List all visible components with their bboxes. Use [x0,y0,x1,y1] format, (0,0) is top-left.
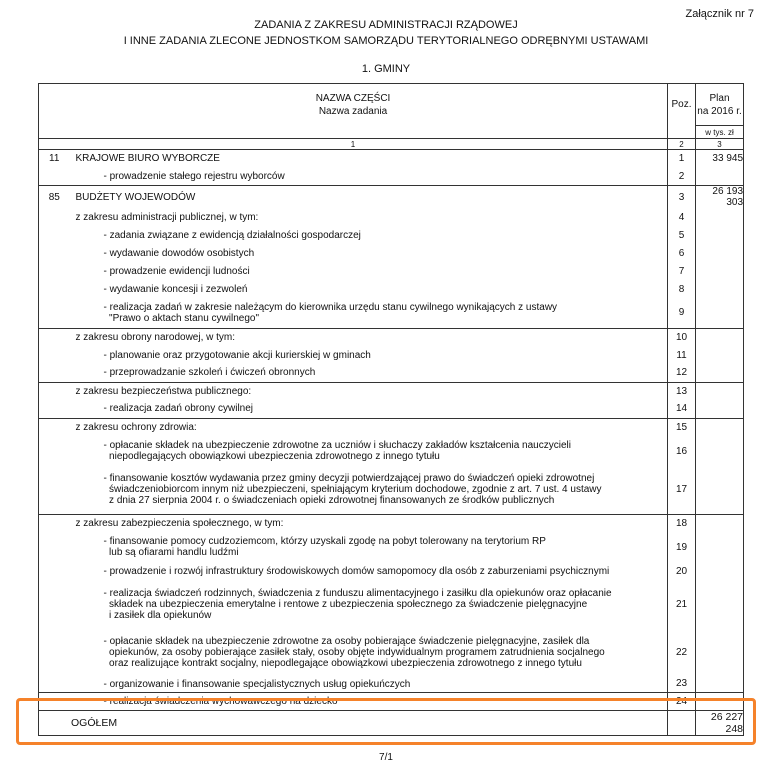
row-poz: 4 [668,208,696,226]
row-number [39,400,70,418]
row-name-line: - wydawanie dowodów osobistych [103,247,255,259]
row-plan [696,364,744,382]
header-blank [39,126,668,139]
row-number [39,328,70,346]
table-row [39,532,744,562]
row-plan [696,532,744,562]
row-poz: 10 [668,328,696,346]
row-number [39,436,70,466]
row-name-line: - prowadzenie stałego rejestru wyborców [103,170,285,182]
table-row [39,346,744,364]
row-name [70,244,668,262]
row-poz: 20 [668,562,696,580]
row-poz: 16 [668,436,696,466]
row-name-line: lub są ofiarami handlu ludźmi [103,547,239,558]
row-number [39,466,70,514]
row-name [70,628,668,676]
row-name-line: niepodlegających obowiązkowi ubezpieczenia zdrowotnego z innego tytułu [103,451,440,462]
row-name-line: z zakresu administracji publicznej, w tym: [75,211,259,223]
row-name [70,676,668,693]
table-row [39,580,744,628]
col-number-3: 3 [696,139,744,150]
row-plan [696,514,744,532]
row-number [39,532,70,562]
row-name [70,328,668,346]
row-name [70,466,668,514]
row-poz: 17 [668,466,696,514]
row-name-line: BUDŻETY WOJEWODÓW [75,191,196,203]
col-number-1: 1 [39,139,668,150]
row-number: 11 [39,150,70,168]
table-row [39,168,744,186]
row-plan [696,168,744,186]
total-label: OGÓŁEM [39,711,668,736]
header-poz: Poz. [668,84,696,126]
row-name [70,562,668,580]
row-number [39,628,70,676]
row-number [39,226,70,244]
row-plan [696,328,744,346]
total-plan: 26 227 248 [696,711,744,736]
row-number [39,168,70,186]
row-poz: 14 [668,400,696,418]
row-name [70,400,668,418]
row-name-line: - zadania związane z ewidencją działalności gospodarczej [103,229,361,241]
title-line-1: ZADANIA Z ZAKRESU ADMINISTRACJI RZĄDOWEJ [254,19,518,31]
row-name [70,436,668,466]
row-poz: 3 [668,186,696,209]
table-row [39,280,744,298]
row-name-line: i zasiłek dla opiekunów [103,609,212,621]
row-name-line: opiekunów, za osoby pobierające zasiłek stały, osoby objęte indywidualnym programem zatrudnienia socjalnego [103,646,605,658]
row-number [39,418,70,436]
table-row [39,514,744,532]
row-poz: 1 [668,150,696,168]
row-name-line: - prowadzenie ewidencji ludności [103,265,250,277]
title-line-3: 1. GMINY [361,63,411,75]
table-row [39,364,744,382]
row-name [70,168,668,186]
row-poz: 11 [668,346,696,364]
header-blank-poz [668,126,696,139]
row-name-line: - planowanie oraz przygotowanie akcji kurierskiej w gminach [103,349,371,361]
row-poz: 21 [668,580,696,628]
row-name-line: - opłacanie składek na ubezpieczenie zdrowotne za osoby pobierające świadczenie pielęgnacyjne, zasiłek dla [103,635,590,647]
row-number [39,262,70,280]
row-number [39,364,70,382]
row-name-line: - realizacja zadań obrony cywilnej [103,403,254,415]
row-poz: 23 [668,676,696,693]
row-name-line: - przeprowadzanie szkoleń i ćwiczeń obronnych [103,367,316,379]
row-plan [696,208,744,226]
title-line-2: I INNE ZADANIA ZLECONE JEDNOSTKOM SAMORZĄDU TERYTORIALNEGO ODRĘBNYMI USTAWAMI [123,35,649,47]
table-row [39,328,744,346]
row-plan [696,346,744,364]
row-name-line: świadczeniobiorcom innym niż ubezpieczeni, spełniającym kryterium dochodowe, zgodnie z art. 7 ust. 4 ustawy [103,484,602,496]
table-row [39,226,744,244]
header-name-line1: NAZWA CZĘŚCI [315,92,391,104]
row-plan [696,400,744,418]
table-row [39,262,744,280]
row-plan [696,580,744,628]
row-poz: 8 [668,280,696,298]
row-name [70,226,668,244]
row-name [70,532,668,562]
row-poz: 2 [668,168,696,186]
row-name [70,580,668,628]
row-name-line: oraz realizujące kontrakt socjalny, niepodlegające obowiązkowi ubezpieczenia zdrowotnego z innego tytułu [103,657,582,669]
row-plan [696,280,744,298]
table-row [39,150,744,168]
row-number [39,346,70,364]
row-name-line: KRAJOWE BIURO WYBORCZE [75,153,220,165]
table-row [39,186,744,209]
row-plan [696,562,744,580]
row-number [39,244,70,262]
table-row [39,628,744,676]
row-name-line: - finansowanie pomocy cudzoziemcom, którzy uzyskali zgodę na pobyt tolerowany na terytorium RP [103,536,546,547]
table-row [39,418,744,436]
row-name-line: - opłacanie składek na ubezpieczenie zdrowotne za uczniów i słuchaczy zakładów kształcenia nauczycieli [103,440,571,451]
row-poz: 7 [668,262,696,280]
row-name-line: - wydawanie koncesji i zezwoleń [103,283,248,295]
col-number-2: 2 [668,139,696,150]
row-poz: 24 [668,693,696,711]
header-plan-line1: Plan [709,92,730,104]
row-name-line: - prowadzenie i rozwój infrastruktury środowiskowych domów samopomocy dla osób z zaburzeniami psychicznymi [103,565,610,577]
table-row [39,676,744,693]
table-row [39,244,744,262]
table-row [39,298,744,328]
row-plan: 33 945 [696,150,744,168]
row-poz: 9 [668,298,696,328]
row-poz: 6 [668,244,696,262]
row-poz: 22 [668,628,696,676]
row-name-line: - finansowanie kosztów wydawania przez gminy decyzji potwierdzającej prawo do świadczeń opieki zdrowotnej [103,473,595,485]
row-name-line: - organizowanie i finansowanie specjalistycznych usług opiekuńczych [103,679,411,689]
row-number [39,580,70,628]
row-name [70,262,668,280]
highlight-box [16,698,756,745]
table-row [39,436,744,466]
row-plan [696,436,744,466]
row-plan [696,466,744,514]
row-name [70,418,668,436]
row-name [70,346,668,364]
row-plan: 26 193 303 [696,186,744,209]
row-plan [696,262,744,280]
header-unit: w tys. zł [696,126,744,139]
row-name-line: z dnia 27 sierpnia 2004 r. o świadczeniach opieki zdrowotnej finansowanych ze środków publicznych [103,495,555,507]
row-plan [696,418,744,436]
row-poz: 19 [668,532,696,562]
row-poz: 5 [668,226,696,244]
row-name [70,298,668,328]
row-name-line: z zakresu ochrony zdrowia: [75,421,197,433]
row-name-line: - realizacja zadań w zakresie należącym do kierownika urzędu stanu cywilnego wynikających z ustawy [103,301,558,313]
header-plan-line2: na 2016 r. [697,105,742,117]
page-number: 7/1 [379,752,393,763]
row-name [70,514,668,532]
row-name [70,208,668,226]
row-number [39,208,70,226]
row-name-line: z zakresu bezpieczeństwa publicznego: [75,385,252,397]
row-number [39,382,70,400]
row-name-line: z zakresu zabezpieczenia społecznego, w tym: [75,517,284,529]
header-name-line2: Nazwa zadania [318,105,388,117]
tasks-table [38,83,744,736]
row-poz: 13 [668,382,696,400]
row-name [70,150,668,168]
row-plan [696,628,744,676]
row-number [39,280,70,298]
row-number [39,676,70,693]
row-name [70,186,668,209]
row-plan [696,676,744,693]
row-poz: 15 [668,418,696,436]
row-name-line: - realizacja świadczenia wychowawczego na dziecko [103,696,338,707]
row-name-line: składek na ubezpieczenia emerytalne i rentowe z ubezpieczenia społecznego za świadczenie pielęgnacyjne [103,598,588,610]
row-plan [696,382,744,400]
annex-label: Załącznik nr 7 [685,8,754,20]
row-name-line: z zakresu obrony narodowej, w tym: [75,331,236,343]
row-name-line: - realizacja świadczeń rodzinnych, świadczenia z funduszu alimentacyjnego i zasiłku dla opiekunów oraz opłacanie [103,587,612,599]
row-name-line: "Prawo o aktach stanu cywilnego" [103,312,260,324]
row-name [70,364,668,382]
row-poz: 18 [668,514,696,532]
header-name-cell [39,84,668,126]
row-number [39,514,70,532]
row-poz: 12 [668,364,696,382]
row-plan [696,244,744,262]
header-plan-cell [696,84,744,126]
row-number: 85 [39,186,70,209]
table-row [39,466,744,514]
table-row [39,562,744,580]
row-name [70,280,668,298]
row-number [39,562,70,580]
table-row [39,382,744,400]
row-number [39,298,70,328]
row-plan [696,298,744,328]
table-row [39,208,744,226]
row-plan [696,226,744,244]
row-name [70,382,668,400]
table-row [39,400,744,418]
